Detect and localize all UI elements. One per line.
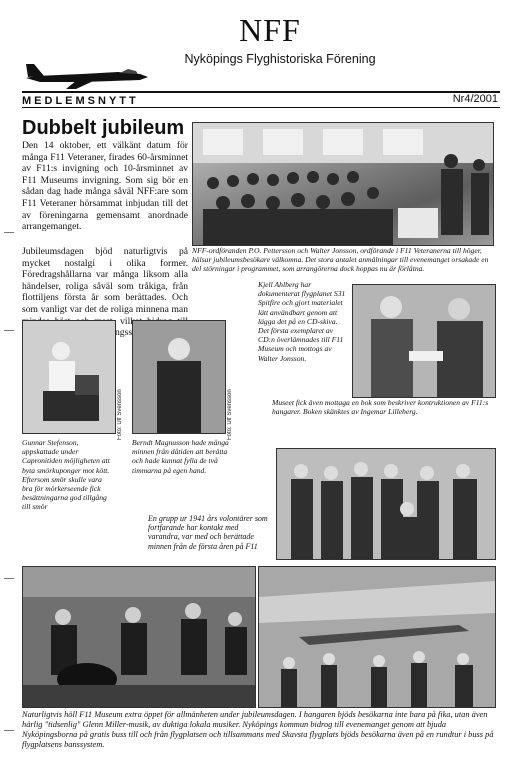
photo-credit: Foto: Ulf Svensson: [117, 389, 123, 440]
masthead-rule: [22, 91, 500, 93]
bottom-caption: Naturligtvis höll F11 Museum extra öppet för allmänheten under jubileumsdagen. I hangaren bjöds besökarna inte bara på fika, utan även härlig "tidsenlig" Glenn Miller-musik, av duktiga lokala musiker. Nyköpings kommun bidrog till evenemanget genom att bjuda Nyköpingsborna på gratis buss till och från flygplatsen och tillsammans med Skavsta flygplats bjöds besökarna även på en rundtur i buss på flygplatsens banssystem.: [22, 710, 494, 749]
top-photo-caption: NFF-ordföranden P.O. Pettersson och Walter Jonsson, ordförande i F11 Veteranerna till höger, hälsar jubileumsbesökare välkomna. Det stora antalet anmälningar till evenemanget orsakade en del störningar i programmet, som arrangörerna dock hoppas nu är förlåtna.: [192, 246, 489, 274]
article-body: [22, 140, 188, 235]
berndt-photo: [132, 320, 226, 434]
gunnar-caption: Gunnar Stefenson, uppskattade under Capronitiden möjligheten att byta smörkuponger mot kött. Eftersom smör skulle vara bra för mörkerseende fick besättningarna god tillgång till smör: [22, 438, 110, 512]
article-paragraph: Jubileumsdagen bjöd naturligtvis på mycket nostalgi i olika former. Föredragshållarna var många liksom alla händelser, roliga såväl som tråkiga, från flottiljens första år som berättades. Och som vanligt var det de roliga minnena man: [22, 246, 188, 315]
margin-mark: [4, 330, 14, 331]
kjell-caption: Kjell Ahlberg har dokumenterat flygplanet S31 Spitfire och gjort materialet lätt användbart genom att lägga det på en CD-skiva. Det första exemplaret av CD:n överlämnades till F11 Museum och mottogs av Walter Jonsson.: [258, 280, 346, 363]
veterans-group-photo: [276, 448, 496, 560]
handshake-photo: [352, 284, 496, 398]
hangar-photo: [258, 566, 496, 708]
band-photo: [22, 566, 256, 708]
article-paragraph: Den 14 oktober, ett välkänt datum för många F11 Veteraner, firades 60-årsminnet av F11:s invigning och 10-årsminnet av F11 Museums invigning. Som sig bör en sådan dag hade många såväl NFF:are som F11 Veteraner hörsammat inbjudan till det av föreningarna gemensamt anordnade arrangemanget.: [22, 140, 188, 233]
issue-number: Nr4/2001: [452, 93, 498, 105]
masthead-subtitle: Nyköpings Flyghistoriska Förening: [184, 52, 376, 66]
masthead-title: NFF: [239, 12, 301, 48]
group-caption: En grupp ur 1941 års volontärer som fortfarande har kontakt med varandra, var med och berättade minnen från de första åren på F11: [148, 514, 268, 551]
margin-mark: [4, 232, 14, 233]
section-label: MEDLEMSNYTT: [22, 95, 139, 107]
jet-aircraft-logo-icon: [22, 56, 152, 92]
margin-mark: [4, 578, 14, 579]
article-headline: Dubbelt jubileum: [22, 117, 185, 139]
kjell-caption-2: Museet fick även mottaga en bok som beskriver kontruktionen av F11:s hangarer. Boken skänktes av Ingemar Lilleberg.: [272, 398, 489, 417]
audience-photo: [192, 122, 494, 246]
berndt-caption: Berndt Magnusson hade många minnen från dåtiden att berätta och hade kunnat fylla de två timmarna på egen hand.: [132, 438, 229, 475]
header-rule: [22, 107, 500, 108]
photo-credit: Foto: Ulf Svensson: [227, 389, 233, 440]
margin-mark: [4, 730, 14, 731]
gunnar-photo: [22, 320, 116, 434]
